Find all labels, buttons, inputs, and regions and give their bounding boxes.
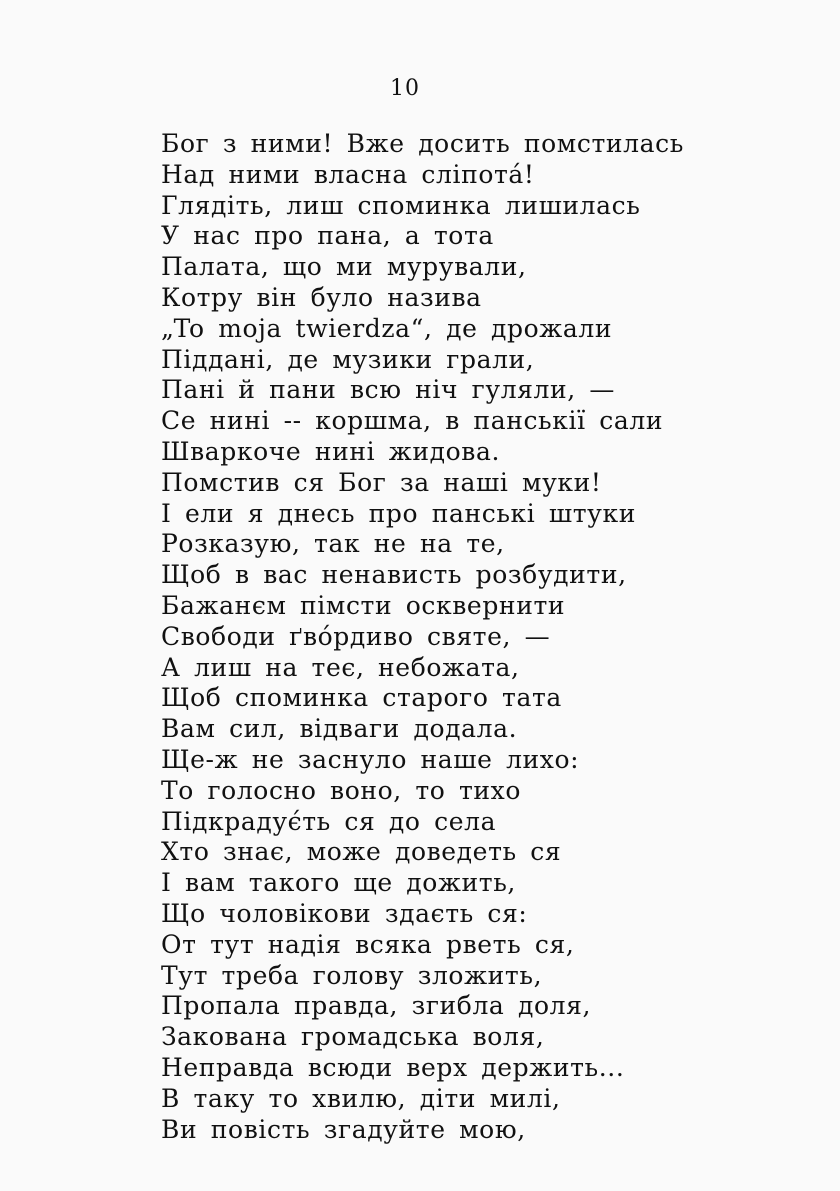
poem-line: Закована громадська воля, — [161, 1022, 545, 1052]
poem-line: Глядіть, лиш споминка лишилась — [161, 190, 641, 220]
poem-line: „To moja twierdza“, де дрожали — [161, 313, 613, 343]
poem-line: От тут надія всяка рветь ся, — [161, 929, 575, 959]
poem-line: Бог з ними! Вже досить помстилась — [161, 129, 684, 158]
poem-line: І вам такого ще дожить, — [161, 868, 516, 898]
poem-line: В таку то хвилю, діти милі, — [161, 1083, 561, 1113]
poem-line: Вам сил, відваги додала. — [161, 714, 518, 744]
poem-line: Се нині -- коршма, в панськії сали — [161, 406, 664, 436]
poem-line: Що чоловікови здаєть ся: — [161, 898, 528, 928]
poem-line: У нас про пана, а тота — [161, 221, 494, 251]
poem-line: Розказую, так не на те, — [161, 529, 505, 559]
poem-line: Помстив ся Бог за наші муки! — [161, 467, 602, 497]
poem-line: Свободи ґво́рдиво святе, — — [161, 621, 551, 651]
poem-text — [161, 129, 801, 1145]
poem-line: Котру він було назива — [161, 282, 482, 312]
poem-line: Хто знає, може доведеть ся — [161, 837, 562, 867]
poem-line: Тут треба голову зложить, — [161, 960, 543, 990]
poem-line: Над ними власна сліпота́! — [161, 159, 535, 189]
poem-line: Щоб споминка старого тата — [161, 683, 562, 713]
poem-line: Неправда всюди верх держить... — [161, 1052, 625, 1082]
poem-line: Шваркоче нині жидова. — [161, 436, 501, 466]
poem-line: Підкрадує́ть ся до села — [161, 806, 497, 836]
poem-line: Пропала правда, згибла доля, — [161, 991, 592, 1021]
poem-line: Палата, що ми мурували, — [161, 252, 527, 282]
poem-line: Ще-ж не заснуло наше лихо: — [161, 744, 580, 774]
poem-line: Ви повість згадуйте мою, — [161, 1114, 526, 1144]
poem-line: Щоб в вас ненависть розбудити, — [161, 560, 627, 590]
poem-line: Піддані, де музики грали, — [161, 344, 535, 374]
poem-line: То голосно воно, то тихо — [161, 775, 522, 805]
page-number: 10 — [390, 76, 420, 101]
poem-line: А лиш на теє, небожата, — [161, 652, 520, 682]
poem-line: І ели я днесь про панські штуки — [161, 498, 636, 528]
poem-line: Пані й пани всю ніч гуляли, — — [161, 375, 615, 405]
poem-line: Бажанєм пімсти осквернити — [161, 590, 566, 620]
